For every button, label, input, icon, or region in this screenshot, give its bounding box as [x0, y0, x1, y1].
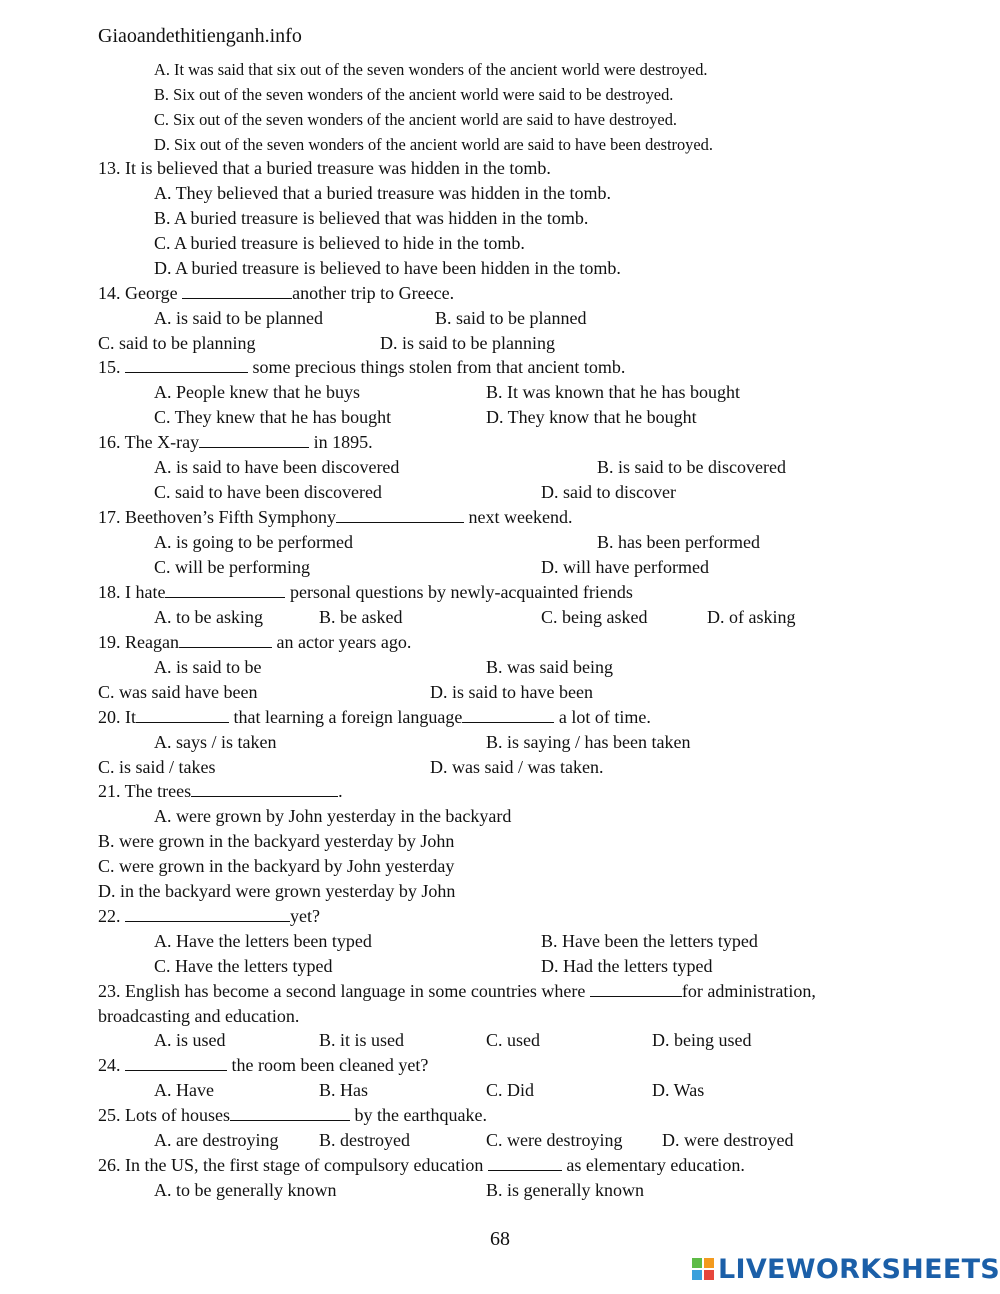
q22-option-d: D. Had the letters typed: [541, 956, 713, 976]
q20-option-b: B. is saying / has been taken: [486, 732, 691, 752]
q20-options-row1: [0, 730, 1000, 755]
q15-option-c: C. They knew that he has bought: [154, 407, 392, 427]
q15-options-row1: [0, 380, 1000, 405]
q22-option-a: A. Have the letters been typed: [154, 931, 372, 951]
q19-option-d: D. is said to have been: [430, 682, 593, 702]
q20-stem: 20. It that learning a foreign language a lot of time.: [98, 707, 651, 727]
q14-options-row2: [0, 331, 1000, 356]
q15-stem: 15. some precious things stolen from that ancient tomb.: [98, 357, 626, 377]
q15-option-a: A. People knew that he buys: [154, 382, 360, 402]
q22-options-row1: [0, 929, 1000, 954]
q23-answer-blank[interactable]: [590, 980, 682, 997]
q18-option-a: A. to be asking: [154, 607, 263, 627]
q17-option-a: A. is going to be performed: [154, 532, 353, 552]
q17-stem: 17. Beethoven’s Fifth Symphony next weekend.: [98, 507, 573, 527]
q20-answer-blank-2[interactable]: [462, 706, 554, 723]
q18-stem: 18. I hate personal questions by newly-acquainted friends: [98, 582, 633, 602]
q25-option-c: C. were destroying: [486, 1130, 623, 1150]
site-header: Giaoandethitienganh.info: [98, 25, 302, 47]
liveworksheets-logo-icon: [692, 1258, 714, 1280]
q15-options-row2: [0, 405, 1000, 430]
q15-answer-blank[interactable]: [125, 356, 248, 373]
q23-option-a: A. is used: [154, 1030, 226, 1050]
q20-option-d: D. was said / was taken.: [430, 757, 604, 777]
q25-option-d: D. were destroyed: [662, 1130, 794, 1150]
q14-options-row1: [0, 306, 1000, 331]
q24-option-d: D. Was: [652, 1080, 705, 1100]
q14-stem: 14. George another trip to Greece.: [98, 283, 455, 303]
q12-option-c: C. Six out of the seven wonders of the ancient world are said to have destroyed.: [154, 110, 677, 129]
q13-option-d: D. A buried treasure is believed to have been hidden in the tomb.: [154, 258, 621, 278]
q23-option-d: D. being used: [652, 1030, 752, 1050]
q16-stem: 16. The X-ray in 1895.: [98, 432, 373, 452]
q16-option-a: A. is said to have been discovered: [154, 457, 400, 477]
q20-option-a: A. says / is taken: [154, 732, 277, 752]
q26-option-b: B. is generally known: [486, 1180, 644, 1200]
q21-option-b: B. were grown in the backyard yesterday by John: [98, 831, 455, 851]
q18-answer-blank[interactable]: [165, 581, 285, 598]
q17-options-row1: [0, 530, 1000, 555]
q15-option-b: B. It was known that he has bought: [486, 382, 740, 402]
q17-option-c: C. will be performing: [154, 557, 310, 577]
q24-option-c: C. Did: [486, 1080, 535, 1100]
q15-option-d: D. They know that he bought: [486, 407, 697, 427]
q19-options-row1: [0, 655, 1000, 680]
q21-option-c: C. were grown in the backyard by John yesterday: [98, 856, 455, 876]
q20-options-row2: [0, 755, 1000, 780]
q13-option-b: B. A buried treasure is believed that was hidden in the tomb.: [154, 208, 589, 228]
q18-option-b: B. be asked: [319, 607, 403, 627]
q16-answer-blank[interactable]: [199, 431, 309, 448]
q18-option-c: C. being asked: [541, 607, 648, 627]
q26-options-row: [0, 1178, 1000, 1203]
q13-option-a: A. They believed that a buried treasure was hidden in the tomb.: [154, 183, 612, 203]
q25-option-b: B. destroyed: [319, 1130, 410, 1150]
liveworksheets-logo-text: LIVEWORKSHEETS: [718, 1253, 1000, 1285]
q16-options-row2: [0, 480, 1000, 505]
q16-option-c: C. said to have been discovered: [154, 482, 382, 502]
q20-answer-blank-1[interactable]: [136, 706, 229, 723]
q19-options-row2: [0, 680, 1000, 705]
q14-option-c: C. said to be planning: [98, 333, 256, 353]
q26-option-a: A. to be generally known: [154, 1180, 337, 1200]
q19-answer-blank[interactable]: [179, 631, 272, 648]
q25-options-row: [0, 1128, 1000, 1153]
q16-option-d: D. said to discover: [541, 482, 676, 502]
q12-option-d: D. Six out of the seven wonders of the ancient world are said to have been destroyed.: [154, 135, 713, 154]
q19-option-c: C. was said have been: [98, 682, 258, 702]
q23-option-c: C. used: [486, 1030, 540, 1050]
q22-answer-blank[interactable]: [125, 905, 290, 922]
q17-options-row2: [0, 555, 1000, 580]
q21-stem: 21. The trees .: [98, 781, 343, 801]
q19-stem: 19. Reagan an actor years ago.: [98, 632, 412, 652]
q25-stem: 25. Lots of houses by the earthquake.: [98, 1105, 487, 1125]
q24-option-b: B. Has: [319, 1080, 368, 1100]
q21-answer-blank[interactable]: [191, 780, 338, 797]
q21-option-d: D. in the backyard were grown yesterday by John: [98, 881, 456, 901]
q13-stem: 13. It is believed that a buried treasure was hidden in the tomb.: [98, 158, 551, 178]
q18-options-row: [0, 605, 1000, 630]
q26-stem: 26. In the US, the first stage of compulsory education as elementary education.: [98, 1155, 745, 1175]
q24-options-row: [0, 1078, 1000, 1103]
q22-option-b: B. Have been the letters typed: [541, 931, 758, 951]
q23-stem: 23. English has become a second language in some countries where for administration,: [98, 981, 816, 1001]
q23-options-row: [0, 1028, 1000, 1053]
q25-option-a: A. are destroying: [154, 1130, 279, 1150]
q12-option-a: A. It was said that six out of the seven wonders of the ancient world were destroyed.: [154, 60, 708, 79]
q14-option-b: B. said to be planned: [435, 308, 587, 328]
q12-option-b: B. Six out of the seven wonders of the ancient world were said to be destroyed.: [154, 85, 674, 104]
page-number: 68: [490, 1228, 510, 1250]
q24-answer-blank[interactable]: [125, 1054, 227, 1071]
q26-answer-blank[interactable]: [488, 1154, 562, 1171]
q17-answer-blank[interactable]: [336, 506, 464, 523]
q24-stem: 24. the room been cleaned yet?: [98, 1055, 429, 1075]
q14-answer-blank[interactable]: [182, 282, 292, 299]
q22-stem: 22. yet?: [98, 906, 320, 926]
q17-option-b: B. has been performed: [597, 532, 760, 552]
q19-option-a: A. is said to be: [154, 657, 262, 677]
liveworksheets-logo: [692, 1253, 1000, 1285]
q16-option-b: B. is said to be discovered: [597, 457, 786, 477]
q24-option-a: A. Have: [154, 1080, 214, 1100]
q21-option-a: A. were grown by John yesterday in the backyard: [154, 806, 512, 826]
q19-option-b: B. was said being: [486, 657, 613, 677]
q25-answer-blank[interactable]: [230, 1104, 350, 1121]
q14-option-a: A. is said to be planned: [154, 308, 323, 328]
q17-option-d: D. will have performed: [541, 557, 709, 577]
q23-stem-line2: broadcasting and education.: [98, 1006, 300, 1026]
q13-option-c: C. A buried treasure is believed to hide in the tomb.: [154, 233, 525, 253]
q20-option-c: C. is said / takes: [98, 757, 216, 777]
q22-option-c: C. Have the letters typed: [154, 956, 333, 976]
q23-option-b: B. it is used: [319, 1030, 405, 1050]
q16-options-row1: [0, 455, 1000, 480]
q22-options-row2: [0, 954, 1000, 979]
q14-option-d: D. is said to be planning: [380, 333, 555, 353]
q18-option-d: D. of asking: [707, 607, 796, 627]
